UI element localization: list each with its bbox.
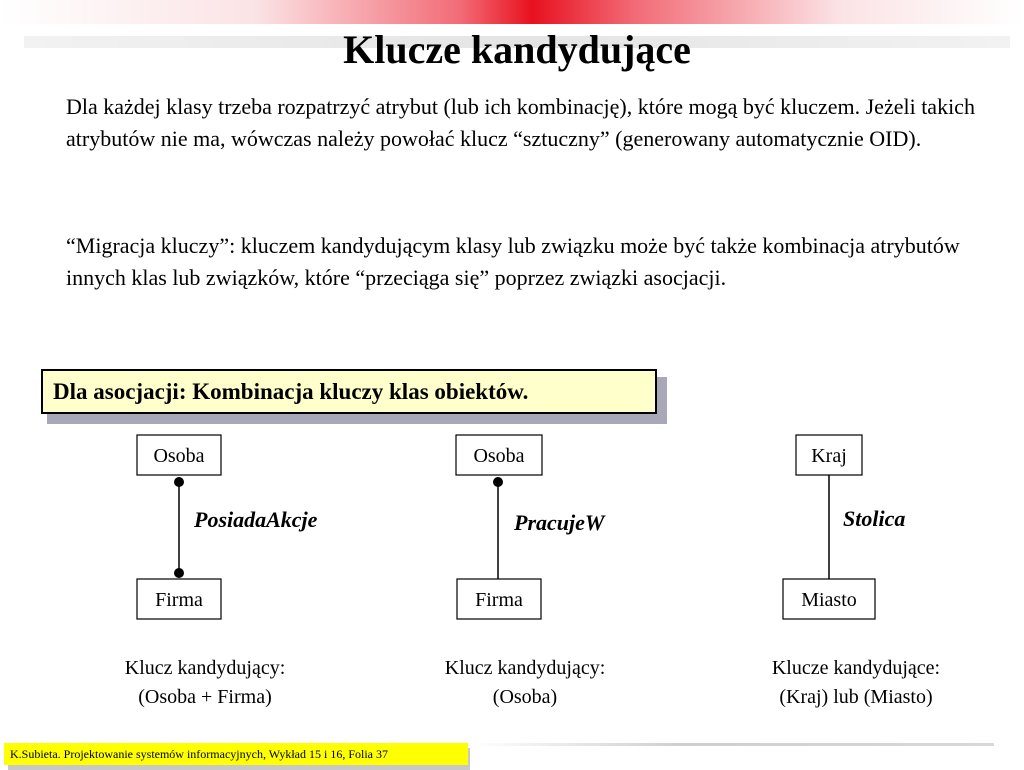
diagram-posiadaakcje (137, 435, 318, 619)
association-callout: Dla asocjacji: Kombinacja kluczy klas obiektów. (41, 369, 657, 414)
paragraph-candidate-keys: Dla każdej klasy trzeba rozpatrzyć atrybut (lub ich kombinację), które mogą być kluczem. Jeżeli takich atrybutów nie ma, wówczas należy powołać klucz “sztuczny” (generowany automatycznie OID). (66, 94, 975, 151)
caption-line-1: Klucze kandydujące: (771, 657, 941, 679)
caption-line-1: Klucz kandydujący: (124, 657, 286, 679)
caption-line-2: (Osoba) (492, 686, 558, 708)
paragraph-key-migration: “Migracja kluczy”: kluczem kandydującym klasy lub związku może być także kombinacja atrybutów innych klas lub związków, które “przeciąga się” poprzez związki asocjacji. (66, 233, 960, 290)
caption-diagram-1 (75, 654, 335, 712)
caption-line-1: Klucz kandydujący: (444, 657, 606, 679)
class-name-bottom: Firma (475, 589, 523, 611)
class-name-top: Osoba (473, 445, 525, 467)
caption-diagram-2 (395, 654, 655, 712)
footer-divider (470, 743, 994, 746)
diagram-stolica (783, 435, 905, 619)
class-name-top: Kraj (811, 445, 847, 467)
class-name-bottom: Firma (155, 589, 203, 611)
class-name-bottom: Miasto (801, 589, 857, 611)
diagram-pracujew (456, 435, 606, 619)
class-name-top: Osoba (153, 445, 205, 467)
multiplicity-dot-bottom (174, 568, 184, 578)
slide-title: Klucze kandydujące (343, 27, 691, 72)
footer-credit: K.Subieta. Projektowanie systemów informacyjnych, Wykład 15 i 16, Folia 37 (4, 743, 468, 765)
multiplicity-dot-top (493, 477, 503, 487)
caption-line-2: (Osoba + Firma) (138, 686, 272, 708)
caption-line-2: (Kraj) lub (Miasto) (779, 686, 933, 708)
association-name: Stolica (843, 506, 906, 531)
association-name: PracujeW (514, 510, 605, 535)
caption-diagram-3 (726, 654, 986, 712)
multiplicity-dot-top (174, 477, 184, 487)
association-name: PosiadaAkcje (194, 507, 318, 532)
